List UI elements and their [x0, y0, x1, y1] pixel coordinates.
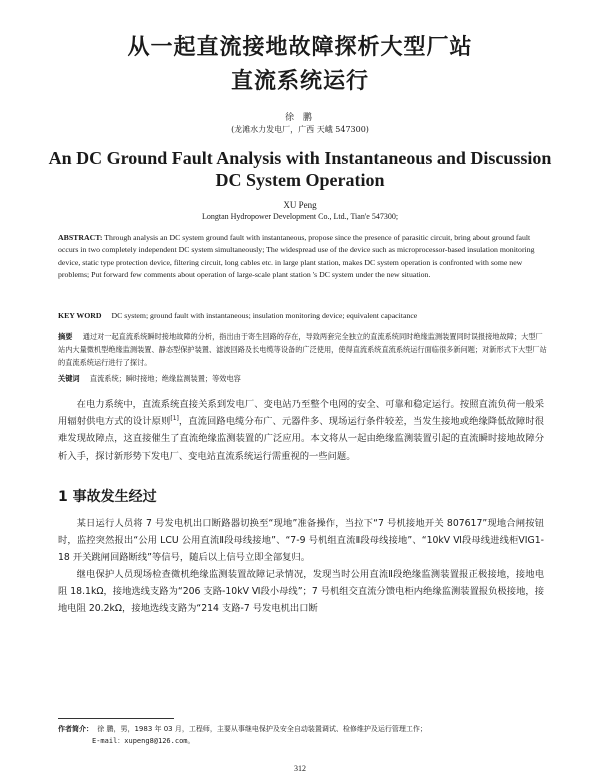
- english-title-line-1: An DC Ground Fault Analysis with Instantaneous and Discussion: [48, 148, 552, 168]
- chinese-abstract-label: 摘要: [58, 332, 73, 341]
- section-1-paragraph-1: 某日运行人员将 7 号发电机出口断路器切换至“现地”准备操作，当拉下“7 号机接地开关 807617”现地合闸按钮时，监控突然报出“公用 LCU 公用直流Ⅱ段母线接地”、“7-9 号机组直流Ⅱ段母线接地”、“10kV Ⅵ段母线进线柜VIG1-18 开关跳闸回路断线”等信号，随后以上信号立即全部复归。: [58, 518, 544, 564]
- english-title-line-2: DC System Operation: [215, 170, 385, 190]
- footnote-text: 徐 鹏，男，1983 年 03 月，工程师，主要从事继电保护及安全自动装置调试、检修维护及运行管理工作；: [97, 725, 427, 733]
- english-affiliation: Longtan Hydropower Development Co., Ltd., Tian'e 547300;: [201, 212, 399, 221]
- english-author: XU Peng: [283, 200, 317, 210]
- chinese-keywords: [58, 372, 548, 385]
- chinese-keyword-label: 关键词: [58, 374, 80, 383]
- chinese-abstract-text: 通过对一起直流系统瞬时接地故障的分析，指出由于寄生回路的存在，导致两套完全独立的直流系统同时绝缘监测装置同时误报接地故障；大型厂站内大量微机型绝缘监测装置、静态型保护装置、滤波回路及长电缆等设备的广泛使用，使得直流系统直流系统运行面临很多新问题；对新形式下大型厂站的直流系统运行进行了探讨。: [58, 332, 547, 367]
- chinese-title-line-1: 从一起直流接地故障探析大型厂站: [127, 35, 473, 60]
- footnote-divider: [58, 718, 174, 719]
- keyword-text: DC system; ground fault with instantaneous; insulation monitoring device; equivalent capacitance: [111, 311, 418, 320]
- footnote-email: E-mail：xupeng8@126.com。: [92, 737, 195, 745]
- author-footnote: [58, 723, 548, 747]
- chinese-author: 徐 鹏: [285, 113, 315, 123]
- intro-paragraph: [58, 396, 544, 465]
- keyword-label: KEY WORD: [58, 311, 102, 320]
- section-1-heading: 1 事故发生经过: [58, 489, 157, 505]
- chinese-abstract: [58, 330, 548, 369]
- section-1-paragraph-2: 继电保护人员现场检查微机绝缘监测装置故障记录情况，发现当时公用直流Ⅱ段绝缘监测装置报正极接地，接地电阻 18.1kΩ，接地选线支路为“206 支路-10kV Ⅵ段小母线”；7 号机组交直流分馈电柜内绝缘监测装置报负极接地，接地电阻 20.2kΩ，接地选线支路为“214 支路-7 号发电机出口断: [58, 569, 544, 615]
- abstract-text: Through analysis an DC system ground fault with instantaneous, propose since the presence of parasitic circuit, bring about ground fault occurs in two completely independent DC system simultaneously; The widespread use of the device such as microprocessor-based insulation monitoring device, static type protection device, filtering circuit, long cables etc. in large plant station, makes DC system operation is confronted with some new problems; Put forward few comments about operation of large-scale plant station 's DC system under the new situation.: [58, 233, 535, 279]
- intro-text-part-2: ，直流回路电缆分布广、元器件多、现场运行条件较差，当发生接地或绝缘降低故障时很难发现故障点，这直接催生了直流绝缘监测装置的广泛应用。本文将从一起由绝缘监测装置引起的直流瞬时接地故障分析入手，探讨新形势下发电厂、变电站直流系统运行需重视的一些问题。: [58, 416, 544, 462]
- english-abstract: [58, 232, 548, 281]
- footnote-label: 作者简介：: [58, 725, 93, 733]
- chinese-keyword-text: 直流系统；瞬时接地；绝缘监测装置；等效电容: [89, 374, 241, 383]
- intro-text-part-1: 在电力系统中，直流系统直接关系到发电厂、变电站乃至整个电网的安全、可靠和稳定运行。按照直流负荷一般采用辐射供电方式的设计原则: [58, 399, 544, 428]
- chinese-affiliation: (龙滩水力发电厂，广西 天峨 547300): [231, 125, 369, 134]
- chinese-title-line-2: 直流系统运行: [230, 69, 369, 94]
- page-number: 312: [294, 764, 306, 773]
- citation-ref: [1]: [170, 415, 179, 423]
- english-keywords: [58, 310, 548, 322]
- abstract-label: ABSTRACT:: [58, 233, 103, 242]
